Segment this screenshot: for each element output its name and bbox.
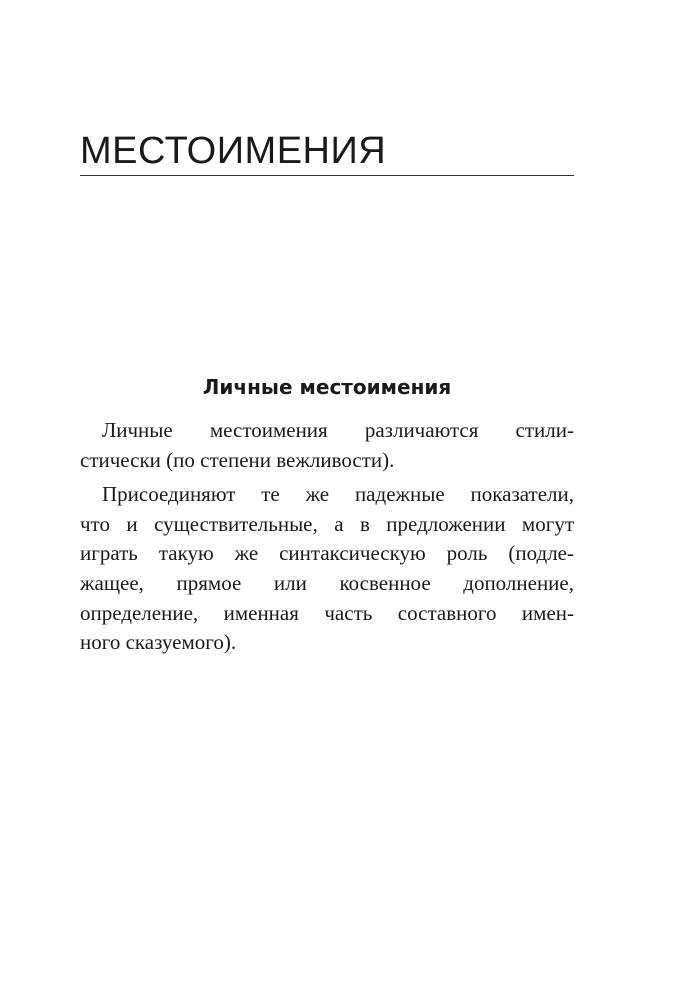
paragraph-line: что и существительные, а в предложении могут <box>80 511 574 536</box>
paragraph-line: Личные местоимения различаются стили- <box>102 418 574 442</box>
paragraph-line: определение, именная часть составного имен- <box>80 600 574 625</box>
chapter-title: МЕСТОИМЕНИЯ <box>80 130 387 172</box>
paragraph-1 <box>80 416 574 475</box>
paragraph-2 <box>80 480 574 658</box>
paragraph-line: Присоединяют те же падежные показатели, <box>102 482 574 507</box>
section-body <box>80 416 574 658</box>
paragraph-line: играть такую же синтаксическую роль (подле- <box>80 541 574 566</box>
paragraph-line: ного сказуемого). <box>80 630 237 655</box>
section-heading: Личные местоимения <box>202 375 452 399</box>
chapter-title-underline <box>80 175 574 176</box>
paragraph-line: стически (по степени вежливости). <box>80 447 395 472</box>
paragraph-line: жащее, прямое или косвенное дополнение, <box>80 570 574 595</box>
